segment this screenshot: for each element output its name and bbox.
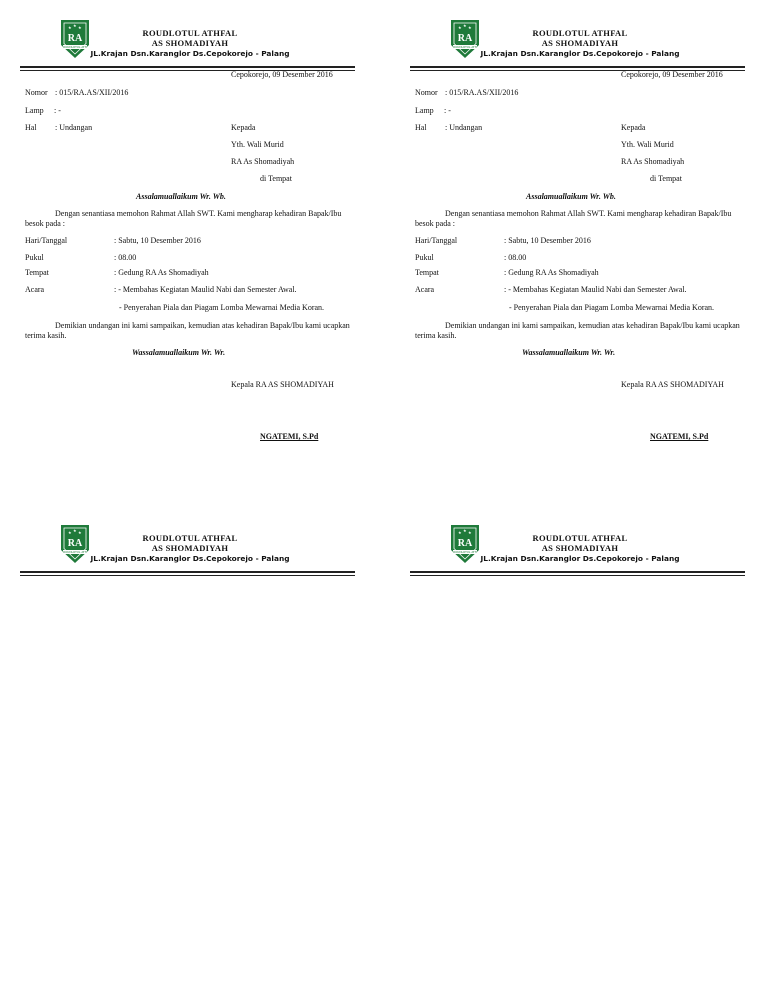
svg-text:★: ★ [458,530,462,535]
org-name-2: AS SHOMADIYAH [541,38,619,48]
letterhead [25,18,355,68]
detail-label: Pukul [415,253,434,262]
closing-paragraph: Demikian undangan ini kami sampaikan, kemudian atas kehadiran Bapak/Ibu kami ucapkan terima kasih. [415,321,740,340]
detail-value: : - Membahas Kegiatan Maulid Nabi dan Semester Awal. [114,285,297,294]
kepada-label: Kepada [231,123,256,132]
recipient-line: RA As Shomadiyah [621,157,685,166]
place-date: Cepokorejo, 09 Desember 2016 [621,70,723,79]
detail-label: Pukul [25,253,44,262]
recipient-line: di Tempat [650,174,682,183]
detail-label: Hari/Tanggal [25,236,68,245]
opening-paragraph: Dengan senantiasa memohon Rahmat Allah SWT. Kami mengharap kehadiran Bapak/Ibu besok pada : [415,209,732,228]
svg-text:ROUDLOTUL ATH: ROUDLOTUL ATH [453,550,477,555]
signer-title: Kepala RA AS SHOMADIYAH [231,380,334,389]
letter-body [25,68,355,458]
svg-text:ROUDLOTUL ATH: ROUDLOTUL ATH [453,45,477,50]
svg-text:★: ★ [468,530,472,535]
org-name-2: AS SHOMADIYAH [151,543,229,553]
letterhead-text [415,28,745,59]
svg-text:★: ★ [458,25,462,30]
letter-sheet-bottom-right [415,523,745,573]
lamp-value: : - [444,106,451,115]
lamp-value: : - [54,106,61,115]
detail-value: : 08.00 [114,253,137,262]
svg-text:RA: RA [457,33,473,44]
nomor-label: Nomor [25,88,48,97]
detail-value: : Gedung RA As Shomadiyah [504,268,599,277]
recipient-line: Yth. Wali Murid [621,140,674,149]
detail-value: : 08.00 [504,253,527,262]
detail-label: Acara [25,285,45,294]
hal-label: Hal [25,123,37,132]
letterhead [415,18,745,68]
hal-value: : Undangan [55,123,93,132]
svg-text:★: ★ [463,23,467,28]
svg-text:★: ★ [73,528,77,533]
org-address: JL.Krajan Dsn.Karanglor Ds.Cepokorejo - Palang [90,49,290,58]
org-address: JL.Krajan Dsn.Karanglor Ds.Cepokorejo - Palang [480,554,680,563]
letterhead-text [25,533,355,564]
org-name-2: AS SHOMADIYAH [541,543,619,553]
salam: Wassalamuallaikum Wr. Wr. [522,348,616,357]
svg-text:★: ★ [468,25,472,30]
nomor-label: Nomor [415,88,438,97]
letterhead [25,523,355,573]
divider [410,571,745,573]
svg-text:★: ★ [78,530,82,535]
svg-text:RA: RA [67,538,83,549]
org-name-2: AS SHOMADIYAH [151,38,229,48]
detail-value: : - Membahas Kegiatan Maulid Nabi dan Semester Awal. [504,285,687,294]
svg-text:ROUDLOTUL ATH: ROUDLOTUL ATH [63,550,87,555]
recipient-line: di Tempat [260,174,292,183]
detail-value: : Sabtu, 10 Desember 2016 [504,236,591,245]
detail-label: Hari/Tanggal [415,236,458,245]
nomor-value: : 015/RA.AS/XII/2016 [55,88,129,97]
detail-value: : Sabtu, 10 Desember 2016 [114,236,201,245]
svg-text:ROUDLOTUL ATH: ROUDLOTUL ATH [63,45,87,50]
detail-label: Tempat [415,268,439,277]
org-name: ROUDLOTUL ATHFAL [142,533,238,543]
divider [410,575,745,576]
org-address: JL.Krajan Dsn.Karanglor Ds.Cepokorejo - Palang [480,49,680,58]
letter-sheet-top-left [25,18,355,458]
svg-text:★: ★ [68,25,72,30]
recipient-line: Yth. Wali Murid [231,140,284,149]
detail-label: Acara [415,285,435,294]
greeting: Assalamuallaikum Wr. Wb. [526,192,616,201]
svg-text:★: ★ [73,23,77,28]
org-name: ROUDLOTUL ATHFAL [532,28,628,38]
letter-sheet-top-right [415,18,745,458]
opening-paragraph: Dengan senantiasa memohon Rahmat Allah SWT. Kami mengharap kehadiran Bapak/Ibu besok pada : [25,209,342,228]
hal-value: : Undangan [445,123,483,132]
org-address: JL.Krajan Dsn.Karanglor Ds.Cepokorejo - Palang [90,554,290,563]
lamp-label: Lamp [25,106,44,115]
greeting: Assalamuallaikum Wr. Wb. [136,192,226,201]
svg-text:★: ★ [78,25,82,30]
detail-value: - Penyerahan Piala dan Piagam Lomba Mewarnai Media Koran. [509,303,715,312]
place-date: Cepokorejo, 09 Desember 2016 [231,70,333,79]
signer-name: NGATEMI, S.Pd [260,432,319,441]
lamp-label: Lamp [415,106,434,115]
letterhead [415,523,745,573]
signer-title: Kepala RA AS SHOMADIYAH [621,380,724,389]
detail-value: : Gedung RA As Shomadiyah [114,268,209,277]
svg-text:RA: RA [67,33,83,44]
letter-body [415,68,745,458]
signer-name: NGATEMI, S.Pd [650,432,709,441]
detail-value: - Penyerahan Piala dan Piagam Lomba Mewarnai Media Koran. [119,303,325,312]
divider [20,575,355,576]
closing-paragraph: Demikian undangan ini kami sampaikan, kemudian atas kehadiran Bapak/Ibu kami ucapkan terima kasih. [25,321,350,340]
letterhead-text [25,28,355,59]
detail-label: Tempat [25,268,49,277]
divider [20,571,355,573]
org-name: ROUDLOTUL ATHFAL [142,28,238,38]
kepada-label: Kepada [621,123,646,132]
recipient-line: RA As Shomadiyah [231,157,295,166]
letterhead-text [415,533,745,564]
letter-sheet-bottom-left [25,523,355,573]
org-name: ROUDLOTUL ATHFAL [532,533,628,543]
svg-text:★: ★ [68,530,72,535]
salam: Wassalamuallaikum Wr. Wr. [132,348,226,357]
svg-text:RA: RA [457,538,473,549]
nomor-value: : 015/RA.AS/XII/2016 [445,88,519,97]
hal-label: Hal [415,123,427,132]
svg-text:★: ★ [463,528,467,533]
